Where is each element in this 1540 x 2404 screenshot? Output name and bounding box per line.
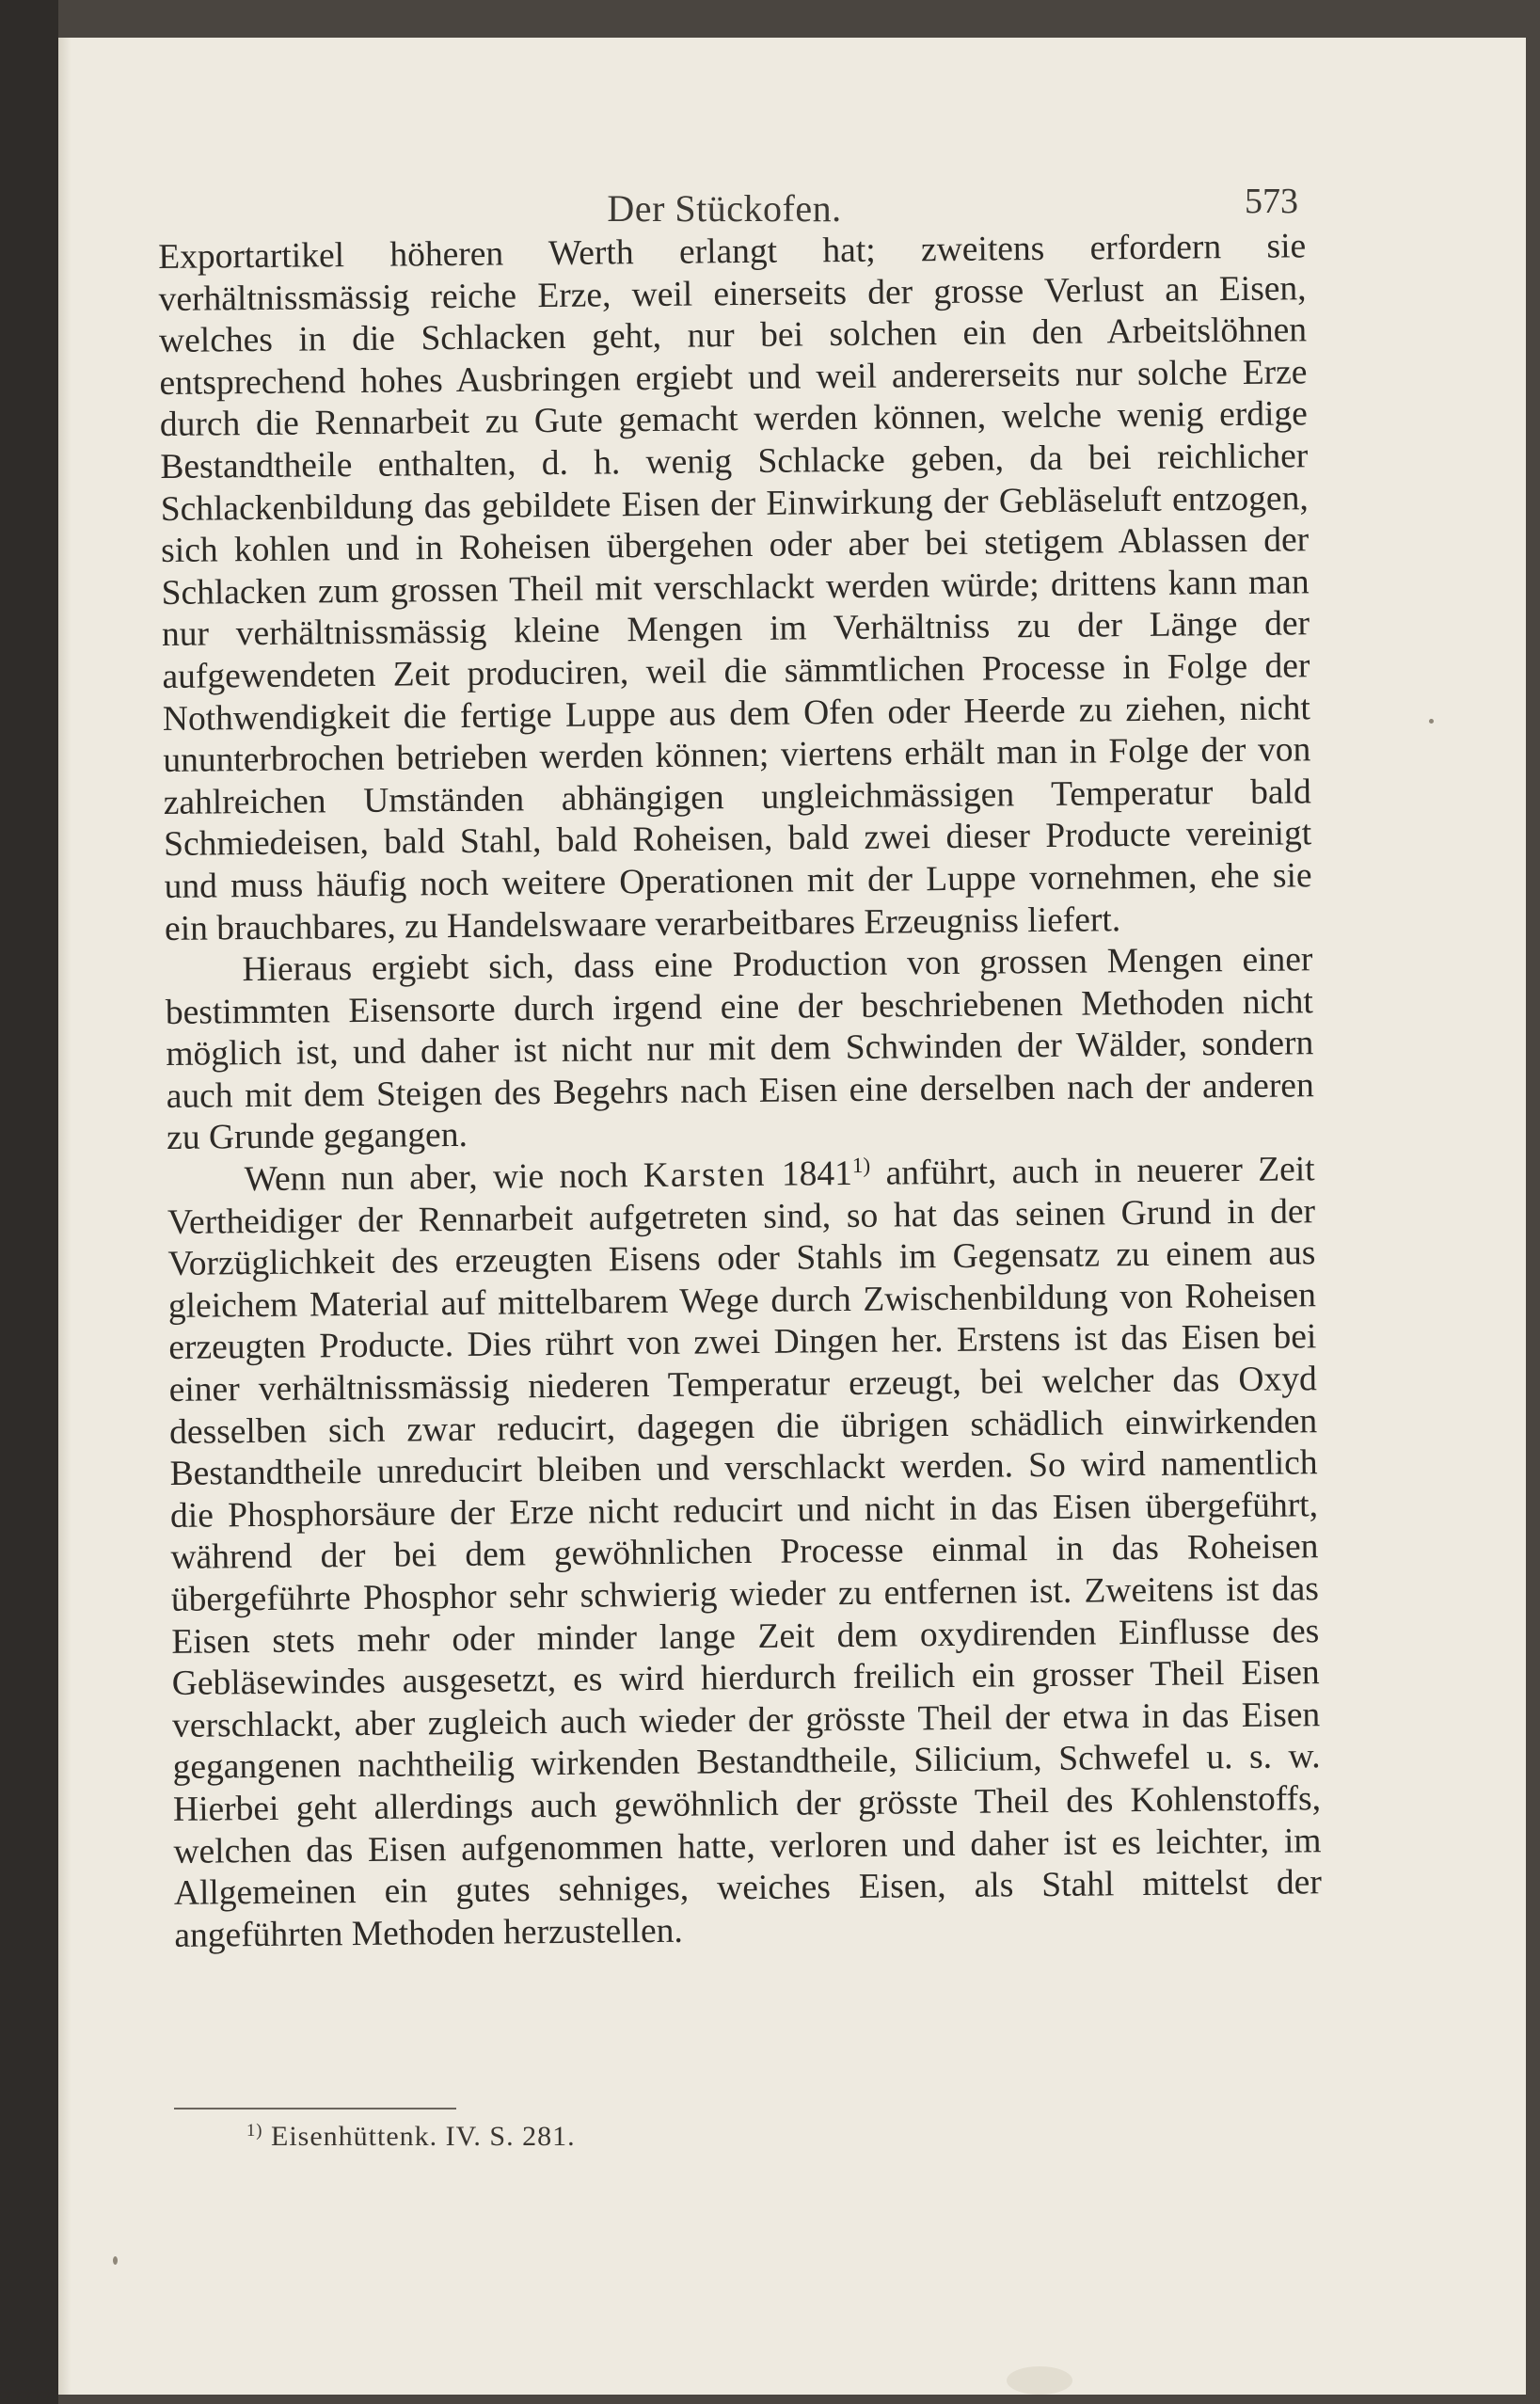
- page-gutter-shadow: [58, 38, 71, 2395]
- footnote: [246, 2121, 576, 2153]
- footnote-divider: [174, 2108, 456, 2109]
- paragraph-continued: Exportartikel höheren Werth erlangt hat; zweitens erfordern sie verhältnissmässig reiche Erze, weil einerseits der grosse Verlust an Eisen, welches in die Schlacken geht, nur bei solchen ein den Arbeitslöhnen entsprechend hohes Ausbringen ergiebt und weil andererseits nur solche Erze durch die Rennarbeit zu Gute gemacht werden können, welche wenig erdige Bestandtheile enthalten, d. h. wenig Schlacke geben, da bei reichlicher Schlackenbildung das gebildete Eisen der Einwirkung der Gebläseluft entzogen, sich kohlen und in Roheisen übergehen oder aber bei stetigem Ablassen der Schlacken zum grossen Theil mit verschlackt werden würde; drittens kann man nur verhältnissmässig kleine Mengen im Verhältniss zu der Länge der aufgewendeten Zeit produciren, weil die sämmtlichen Processe in Folge der Nothwendigkeit die fertige Luppe aus dem Ofen oder Heerde zu ziehen, nicht ununterbrochen betrieben werden können; viertens erhält man in Folge der von zahlreichen Umständen abhängigen ungleichmässigen Temperatur bald Schmiedeisen, bald Stahl, bald Roheisen, bald zwei dieser Producte vereinigt und muss häufig noch weitere Operationen mit der Luppe vornehmen, ehe sie ein brauchbares, zu Handelswaare verarbeitbares Erzeugniss liefert.: [158, 227, 1312, 948]
- paper-speck: [1429, 719, 1434, 724]
- running-title: Der Stückofen.: [607, 187, 842, 230]
- paragraph-with-citation: [167, 1149, 1322, 1957]
- footnote-reference: 1): [851, 1154, 871, 1179]
- footnote-text: Eisenhüttenk. IV. S. 281.: [271, 2121, 576, 2152]
- cited-author: Karsten: [643, 1154, 767, 1196]
- paragraph: Hieraus ergiebt sich, dass eine Production von grossen Mengen einer bestimmten Eisensorte durch irgend eine der beschriebenen Methoden nicht möglich ist, und daher ist nicht nur mit dem Schwinden der Wälder, sondern auch mit dem Steigen des Begehrs nach Eisen eine derselben nach der anderen zu Grunde gegangen.: [165, 940, 1314, 1158]
- paragraph-text: anführt, auch in neuerer Zeit Vertheidiger der Rennarbeit aufgetreten sind, so hat das seinen Grund in der Vorzüglichkeit des erzeugten Eisens oder Stahls im Gegensatz zu einem aus gleichem Material auf mittelbarem Wege durch Zwischenbildung von Roheisen erzeugten Producte. Dies rührt von zwei Dingen her. Erstens ist das Eisen bei einer verhältnissmässig niederen Temperatur erzeugt, bei welcher das Oxyd desselben sich zwar reducirt, dagegen die übrigen schädlich einwirkenden Bestandtheile unreducirt bleiben und verschlackt werden. So wird namentlich die Phosphorsäure der Erze nicht reducirt und nicht in das Eisen übergeführt, während der bei dem gewöhnlichen Processe einmal in das Roheisen übergeführte Phosphor sehr schwierig wieder zu entfernen ist. Zweitens ist das Eisen stets mehr oder minder lange Zeit dem oxydirenden Einflusse des Gebläsewindes ausgesetzt, es wird hierdurch freilich ein grosser Theil Eisen verschlackt, aber zugleich auch wieder der grösste Theil der etwa in das Eisen gegangenen nachtheilig wirkenden Bestandtheile, Silicium, Schwefel u. s. w. Hierbei geht allerdings auch gewöhnlich der grösste Theil des Kohlenstoffs, welchen das Eisen aufgenommen hatte, verloren und daher ist es leichter, im Allgemeinen ein gutes sehniges, weiches Eisen, als Stahl mittelst der angeführten Methoden herzustellen.: [167, 1150, 1323, 1955]
- paper-speck: [1007, 2366, 1072, 2395]
- body-text: [158, 226, 1322, 1957]
- paragraph-text: Wenn nun aber, wie noch: [244, 1156, 628, 1200]
- cited-year: 1841: [781, 1154, 853, 1194]
- paper-speck: [113, 2256, 118, 2265]
- page-number: 573: [1245, 182, 1298, 221]
- footnote-marker: 1): [246, 2120, 263, 2141]
